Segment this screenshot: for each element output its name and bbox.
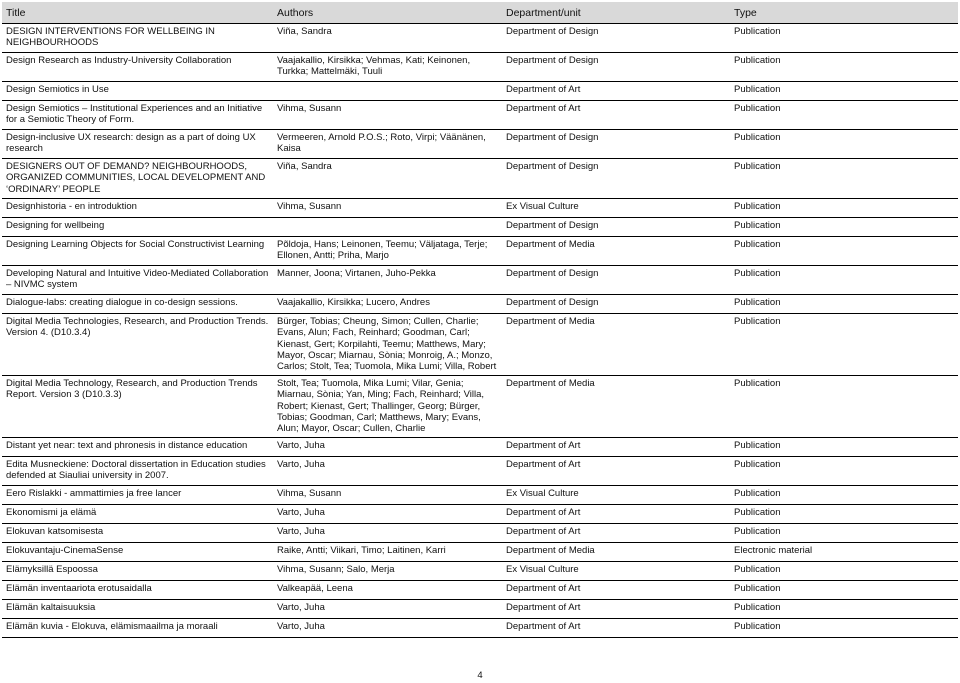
cell-title: Elämän inventaariota erotusaidalla [2,581,273,600]
cell-type: Publication [730,82,958,101]
cell-department: Department of Media [502,543,730,562]
cell-title: Design Research as Industry-University Collaboration [2,53,273,82]
cell-authors: Varto, Juha [273,524,502,543]
cell-authors: Raike, Antti; Viikari, Timo; Laitinen, Karri [273,543,502,562]
table-row [2,159,958,199]
cell-type: Publication [730,619,958,638]
cell-department: Department of Media [502,376,730,438]
table-row [2,82,958,101]
table-row [2,266,958,295]
cell-title: DESIGN INTERVENTIONS FOR WELLBEING IN NEIGHBOURHOODS [2,24,273,53]
publications-table [2,2,958,638]
cell-type: Publication [730,524,958,543]
cell-authors: Varto, Juha [273,505,502,524]
page-number: 4 [477,670,483,681]
cell-department: Department of Design [502,266,730,295]
header-department: Department/unit [502,2,730,24]
cell-title: Edita Musneckiene: Doctoral dissertation in Education studies defended at Siauliai university in 2007. [2,457,273,486]
cell-authors: Bürger, Tobias; Cheung, Simon; Cullen, Charlie; Evans, Alun; Fach, Reinhard; Goodman, Carl; Kienast, Gert; Korpilahti, Teemu; Matthews, Mary; Mayor, Oscar; Miarnau, Sònia; Monroig, A.; Monzo, Carlos; Stolt, Tea; Tuomola, Mika Lumi; Villa, Robert [273,314,502,376]
cell-authors: Viña, Sandra [273,159,502,199]
cell-title: Designing Learning Objects for Social Constructivist Learning [2,237,273,266]
cell-type: Publication [730,159,958,199]
cell-department: Department of Design [502,159,730,199]
cell-department: Department of Art [502,581,730,600]
cell-authors: Valkeapää, Leena [273,581,502,600]
cell-department: Department of Design [502,295,730,314]
table-row [2,101,958,130]
cell-department: Department of Art [502,101,730,130]
cell-type: Publication [730,266,958,295]
cell-authors: Vaajakallio, Kirsikka; Lucero, Andres [273,295,502,314]
cell-department: Department of Art [502,438,730,457]
cell-department: Department of Design [502,218,730,237]
cell-department: Department of Art [502,82,730,101]
cell-department: Ex Visual Culture [502,562,730,581]
cell-title: Digital Media Technology, Research, and Production Trends Report. Version 3 (D10.3.3) [2,376,273,438]
cell-authors: Vermeeren, Arnold P.O.S.; Roto, Virpi; Väänänen, Kaisa [273,130,502,159]
header-row [2,2,958,24]
header-authors: Authors [273,2,502,24]
table-row [2,438,958,457]
cell-title: Designhistoria - en introduktion [2,199,273,218]
cell-department: Department of Art [502,505,730,524]
cell-authors: Vihma, Susann [273,199,502,218]
cell-title: Design Semiotics – Institutional Experiences and an Initiative for a Semiotic Theory of Form. [2,101,273,130]
cell-type: Publication [730,457,958,486]
cell-title: Design Semiotics in Use [2,82,273,101]
cell-authors: Stolt, Tea; Tuomola, Mika Lumi; Vilar, Genia; Miarnau, Sònia; Yan, Ming; Fach, Reinhard; Villa, Robert; Kienast, Gert; Thallinger, Georg; Bürger, Tobias; Goodman, Carl; Matthews, Mary; Evans, Alun; Mayor, Oscar; Cullen, Charlie [273,376,502,438]
table-row [2,543,958,562]
cell-authors [273,82,502,101]
table-row [2,524,958,543]
header-title: Title [2,2,273,24]
cell-department: Ex Visual Culture [502,199,730,218]
table-row [2,237,958,266]
cell-title: Elokuvantaju-CinemaSense [2,543,273,562]
cell-title: Ekonomismi ja elämä [2,505,273,524]
cell-department: Department of Art [502,600,730,619]
cell-authors [273,218,502,237]
cell-title: Digital Media Technologies, Research, and Production Trends. Version 4. (D10.3.4) [2,314,273,376]
cell-type: Publication [730,486,958,505]
cell-authors: Põldoja, Hans; Leinonen, Teemu; Väljataga, Terje; Ellonen, Antti; Priha, Marjo [273,237,502,266]
cell-type: Publication [730,130,958,159]
table-row [2,130,958,159]
cell-type: Publication [730,237,958,266]
cell-title: Design-inclusive UX research: design as a part of doing UX research [2,130,273,159]
cell-type: Publication [730,505,958,524]
cell-title: Dialogue-labs: creating dialogue in co-design sessions. [2,295,273,314]
cell-type: Publication [730,53,958,82]
cell-authors: Vihma, Susann [273,486,502,505]
cell-type: Electronic material [730,543,958,562]
table-row [2,218,958,237]
cell-title: Elämyksillä Espoossa [2,562,273,581]
table-body [2,24,958,638]
cell-title: Elokuvan katsomisesta [2,524,273,543]
header-type: Type [730,2,958,24]
cell-department: Department of Design [502,53,730,82]
cell-authors: Viña, Sandra [273,24,502,53]
cell-type: Publication [730,600,958,619]
table-row [2,24,958,53]
table-row [2,376,958,438]
cell-type: Publication [730,295,958,314]
cell-department: Department of Design [502,130,730,159]
cell-type: Publication [730,376,958,438]
cell-type: Publication [730,314,958,376]
cell-type: Publication [730,218,958,237]
cell-authors: Varto, Juha [273,619,502,638]
table-row [2,486,958,505]
cell-authors: Varto, Juha [273,600,502,619]
cell-department: Department of Art [502,619,730,638]
cell-type: Publication [730,581,958,600]
table-row [2,53,958,82]
cell-department: Department of Media [502,237,730,266]
table-row [2,314,958,376]
table-row [2,581,958,600]
cell-title: DESIGNERS OUT OF DEMAND? NEIGHBOURHOODS, ORGANIZED COMMUNITIES, LOCAL DEVELOPMENT AND ‘ORDINARY’ PEOPLE [2,159,273,199]
cell-department: Ex Visual Culture [502,486,730,505]
cell-title: Elämän kuvia - Elokuva, elämismaailma ja moraali [2,619,273,638]
table-row [2,505,958,524]
cell-title: Eero Rislakki - ammattimies ja free lancer [2,486,273,505]
cell-authors: Vihma, Susann; Salo, Merja [273,562,502,581]
cell-title: Developing Natural and Intuitive Video-Mediated Collaboration – NIVMC system [2,266,273,295]
cell-department: Department of Design [502,24,730,53]
cell-department: Department of Art [502,524,730,543]
cell-authors: Varto, Juha [273,438,502,457]
cell-type: Publication [730,438,958,457]
cell-title: Designing for wellbeing [2,218,273,237]
cell-authors: Varto, Juha [273,457,502,486]
table-row [2,562,958,581]
cell-type: Publication [730,199,958,218]
cell-title: Elämän kaltaisuuksia [2,600,273,619]
cell-type: Publication [730,24,958,53]
table-row [2,619,958,638]
table-row [2,295,958,314]
cell-department: Department of Art [502,457,730,486]
table-row [2,457,958,486]
cell-department: Department of Media [502,314,730,376]
cell-title: Distant yet near: text and phronesis in distance education [2,438,273,457]
table-row [2,199,958,218]
cell-authors: Manner, Joona; Virtanen, Juho-Pekka [273,266,502,295]
cell-authors: Vihma, Susann [273,101,502,130]
cell-type: Publication [730,101,958,130]
table-row [2,600,958,619]
cell-type: Publication [730,562,958,581]
cell-authors: Vaajakallio, Kirsikka; Vehmas, Kati; Keinonen, Turkka; Mattelmäki, Tuuli [273,53,502,82]
